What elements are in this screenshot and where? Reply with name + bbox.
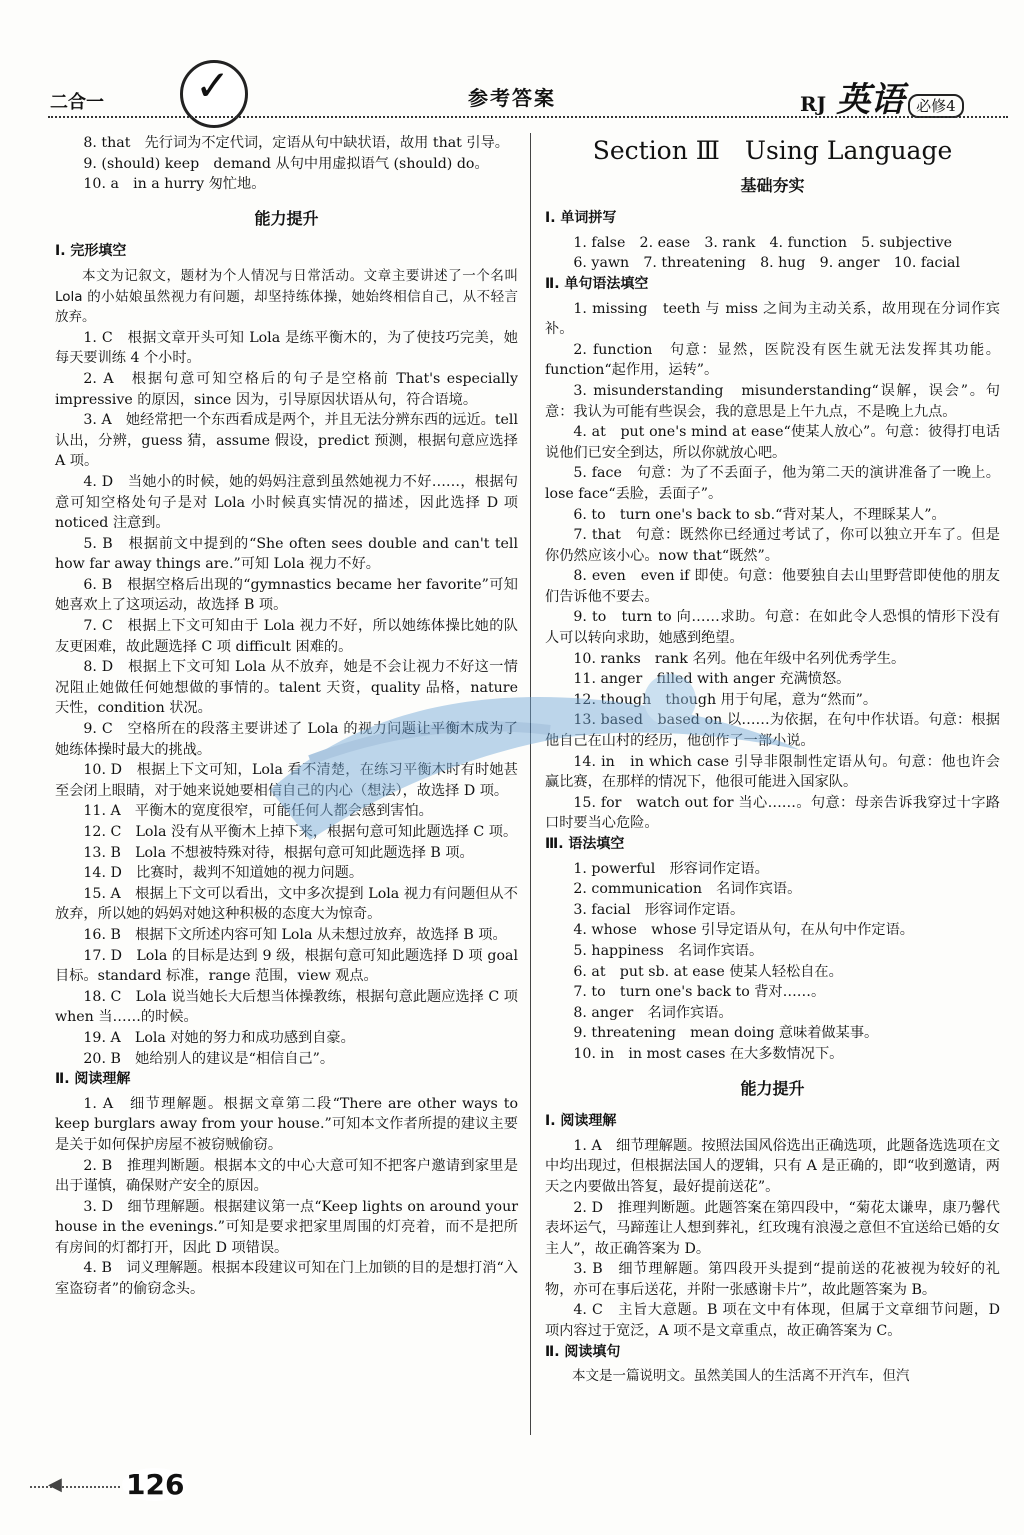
checkmark-logo-icon: ✓ xyxy=(180,60,248,128)
answer-item: 11. A 平衡木的宽度很窄，可能任何人都会感到害怕。 xyxy=(83,803,433,820)
left-column xyxy=(55,133,518,1300)
section-heading: 能力提升 xyxy=(254,208,319,228)
answer-item: 5. happiness 名词作宾语。 xyxy=(573,942,764,959)
answer-item: 5. B 根据前文中提到的“She often sees double and can't tell how far away things are.”可知 Lola 视力不好。 xyxy=(55,535,518,573)
answer-item: 1. missing teeth 与 miss 之间为主动关系，故用现在分词作宾补。 xyxy=(545,300,1000,338)
answer-item: 12. C Lola 没有从平衡木上掉下来，根据句意可知此题选择 C 项。 xyxy=(83,824,518,840)
answer-item: 6. B 根据空格后出现的“gymnastics became her favorite”可知她喜欢上了这项运动，故选择 B 项。 xyxy=(55,576,518,614)
section-title: Section Ⅲ Using Language xyxy=(592,136,953,165)
answer-item: 15. A 根据上下文可以看出，文中多次提到 Lola 视力有问题但从不放弃，所以她的妈妈对她这种积极的态度大为惊奇。 xyxy=(55,885,518,923)
answer-item: 8. even even if 即使。句意：他要独自去山里野营即使他的朋友们告诉他不要去。 xyxy=(545,568,1000,605)
publisher-code: RJ xyxy=(800,92,827,116)
answer-item: 3. facial 形容词作定语。 xyxy=(573,901,745,918)
part-title: Ⅰ. 阅读理解 xyxy=(545,1113,617,1130)
answer-item: 7. to turn one's back to 背对……。 xyxy=(573,984,826,1001)
answer-item: 4. D 当她小的时候，她的妈妈注意到虽然她视力不好……，根据句意可知空格处句子是对 Lola 小时候真实情况的描述，因此选择 D 项 noticed 注意到。 xyxy=(55,473,518,532)
answer-item: 2. communication 名词作宾语。 xyxy=(573,881,802,898)
passage-summary: 本文为记叙文，题材为个人情况与日常活动。文章主要讲述了一个名叫 Lola 的小姑娘虽然视力有问题，却坚持练体操，她始终相信自己，从不轻言放弃。 xyxy=(55,267,518,326)
answer-item: 4. C 主旨大意题。B 项在文中有体现，但属于文章细节问题，D 项内容过于宽泛，A 项不是文章重点，故正确答案为 C。 xyxy=(545,1302,1000,1340)
answer-row: 1. false 2. ease 3. rank 4. function 5. subjective xyxy=(573,234,953,251)
answer-item: 10. ranks rank 名列。他在年级中名列优秀学生。 xyxy=(573,650,906,667)
page-number-rule xyxy=(30,1486,120,1488)
answer-item: 15. for watch out for 当心……。句意：母亲告诉我穿过十字路口时要当心危险。 xyxy=(545,794,1000,832)
answer-item: 6. at put sb. at ease 使某人轻松自在。 xyxy=(573,963,843,980)
answer-item: 2. function 句意：显然，医院没有医生就无法发挥其功能。function“起作用，运转”。 xyxy=(545,341,1000,379)
answer-item: 16. B 根据下文所述内容可知 Lola 从未想过放弃，故选择 B 项。 xyxy=(83,926,507,943)
passage-summary: 本文是一篇说明文。虽然美国人的生活离不开汽车，但汽 xyxy=(572,1368,910,1385)
part-title: Ⅱ. 阅读理解 xyxy=(55,1071,131,1088)
answer-item: 4. B 词义理解题。根据本段建议可知在门上加锁的目的是想打消“入室盗窃者”的偷窃念头。 xyxy=(55,1260,518,1298)
answer-item: 9. threatening mean doing 意味着做某事。 xyxy=(573,1025,879,1042)
answer-item: 4. at put one's mind at ease“使某人放心”。句意：彼得打电话说他们已安全到达，所以你就放心吧。 xyxy=(545,424,1000,461)
column-divider xyxy=(530,133,531,1435)
edition-badge: 必修4 xyxy=(908,94,964,118)
answer-item: 7. C 根据上下文可知由于 Lola 视力不好，所以她练体操比她的队友更困难，故此题选择 C 项 difficult 困难的。 xyxy=(55,618,518,655)
answer-item: 1. A 细节理解题。按照法国风俗选出正确选项，此题备选选项在文中均出现过，但根据法国人的逻辑，只有 A 是正确的，即“收到邀请，两天之内要做出答复，最好提前送花”。 xyxy=(545,1137,1000,1195)
page-header xyxy=(40,60,990,120)
header-label: 二合一 xyxy=(50,92,104,113)
answer-item: 8. anger 名词作宾语。 xyxy=(573,1004,733,1021)
answer-item: 1. powerful 形容词作定语。 xyxy=(573,860,769,877)
answer-item: 4. whose whose 引导定语从句，在从句中作定语。 xyxy=(573,922,914,939)
answer-item: 2. D 推理判断题。此题答案在第四段中，“菊花太谦卑，康乃馨代表坏运气，马蹄莲让人想到葬礼，红玫瑰有浪漫之意但不宜送给已婚的女主人”，故正确答案为 D。 xyxy=(545,1199,1000,1257)
answer-item: 20. B 她给别人的建议是“相信自己”。 xyxy=(83,1050,335,1067)
answer-item: 3. A 她经常把一个东西看成是两个，并且无法分辨东西的远近。tell 认出，分辨，guess 猜，assume 假设，predict 预测，根据句意应选择 A 项。 xyxy=(55,412,518,470)
answer-item: 14. in in which case 引导非限制性定语从句。句意：他也许会赢比赛，在那样的情况下，他很可能进入国家队。 xyxy=(545,753,1000,791)
subject-title: 英语 xyxy=(836,80,905,120)
answer-item: 7. that 句意：既然你已经通过考试了，你可以独立开车了。但是你仍然应该小心。now that“既然”。 xyxy=(545,527,1000,564)
answer-row: 6. yawn 7. threatening 8. hug 9. anger 10. facial xyxy=(573,255,961,272)
answer-item: 10. in in most cases 在大多数情况下。 xyxy=(573,1045,844,1062)
right-column xyxy=(545,133,1000,1387)
page-number: 126 xyxy=(122,1468,188,1501)
answer-item: 3. misunderstanding misunderstanding“误解，误会”。句意：我认为可能有些误会，我的意思是上午九点，不是晚上九点。 xyxy=(545,382,1000,420)
part-title: Ⅰ. 完形填空 xyxy=(55,243,127,260)
answer-item: 9. to turn to 向……求助。句意：在如此令人恐惧的情形下没有人可以转向求助，她感到绝望。 xyxy=(545,609,1000,647)
answer-item: 14. D 比赛时，裁判不知道她的视力问题。 xyxy=(83,865,364,882)
header-subject xyxy=(800,72,964,121)
section-heading: 能力提升 xyxy=(740,1078,805,1098)
section-heading: 基础夯实 xyxy=(740,175,805,195)
answer-item: 1. C 根据文章开头可知 Lola 是练平衡木的，为了使技巧完美，她每天要训练 4 个小时。 xyxy=(55,329,518,367)
answer-item: 9. C 空格所在的段落主要讲述了 Lola 的视力问题让平衡木成为了她练体操时最大的挑战。 xyxy=(55,721,518,758)
answer-item: 18. C Lola 说当她长大后想当体操教练，根据句意此题应选择 C 项 when 当……的时候。 xyxy=(55,988,518,1026)
arrow-left-icon: ◀ xyxy=(48,1474,62,1495)
answer-item: 2. A 根据句意可知空格后的句子是空格前 That's especially impressive 的原因，since 因为，引导原因状语从句，符合语境。 xyxy=(55,370,518,408)
answer-item: 17. D Lola 的目标是达到 9 级，根据句意可知此题选择 D 项 goal 目标。standard 标准，range 范围，view 观点。 xyxy=(55,947,518,985)
answer-item: 8. that 先行词为不定代词，定语从句中缺状语，故用 that 引导。 xyxy=(83,135,509,151)
answer-item: 2. B 推理判断题。根据本文的中心大意可知不把客户邀请到家里是出于谨慎，确保财产安全的原因。 xyxy=(55,1157,518,1195)
answer-item: 10. a in a hurry 匆忙地。 xyxy=(83,176,266,193)
answer-item: 3. B 细节理解题。第四段开头提到“提前送的花被视为较好的礼物，亦可在事后送花，并附一张感谢卡片”，故此题答案为 B。 xyxy=(545,1261,1000,1298)
part-title: Ⅱ. 阅读填句 xyxy=(545,1343,621,1360)
answer-item: 10. D 根据上下文可知，Lola 看不清楚，在练习平衡木时有时她甚至会闭上眼睛，对于她来说她要相信自己的内心（想法），故选择 D 项。 xyxy=(55,762,518,799)
answer-item: 11. anger filled with anger 充满愤怒。 xyxy=(573,671,851,688)
part-title: Ⅱ. 单句语法填空 xyxy=(545,275,649,292)
part-title: Ⅲ. 语法填空 xyxy=(545,836,625,852)
answer-item: 3. D 细节理解题。根据建议第一点“Keep lights on around your house in the evenings.”可知是要求把家里周围的灯亮着，而不是把所有房间的灯都打开，因此 D 项错误。 xyxy=(55,1198,518,1256)
header-rule xyxy=(48,116,1008,118)
answer-item: 12. though though 用于句尾，意为“然而”。 xyxy=(573,691,878,708)
header-title: 参考答案 xyxy=(468,86,556,110)
answer-item: 13. B Lola 不想被特殊对待，根据句意可知此题选择 B 项。 xyxy=(83,844,474,861)
answer-item: 8. D 根据上下文可知 Lola 从不放弃，她是不会让视力不好这一情况阻止她做任何她想做的事情的。talent 天资，quality 品格，nature 天性，condition 状况。 xyxy=(55,659,518,717)
answer-item: 13. based based on 以……为依据，在句中作状语。句意：根据他自己在山村的经历，他创作了一部小说。 xyxy=(545,712,1000,750)
answer-item: 6. to turn one's back to sb.“背对某人，不理睬某人”。 xyxy=(573,506,946,523)
answer-item: 19. A Lola 对她的努力和成功感到自豪。 xyxy=(83,1029,355,1046)
answer-item: 5. face 句意：为了不丢面子，他为第二天的演讲准备了一晚上。lose face“丢脸，丢面子”。 xyxy=(545,465,1000,502)
answer-item: 1. A 细节理解题。根据文章第二段“There are other ways to keep burglars away from your house.”可知本文作者所提的建议主要是关于如何保护房屋不被窃贼偷窃。 xyxy=(55,1095,518,1153)
answer-item: 9. (should) keep demand 从句中用虚拟语气 (should) do。 xyxy=(83,155,489,172)
part-title: Ⅰ. 单词拼写 xyxy=(545,210,617,227)
